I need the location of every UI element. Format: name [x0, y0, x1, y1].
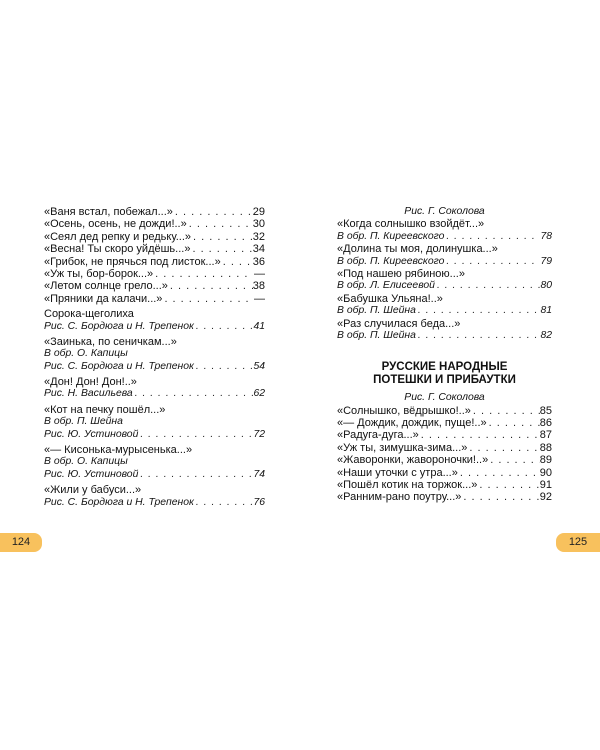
- toc-entry[interactable]: «Радуга-дуга...» . . . 87: [337, 429, 552, 441]
- toc-entry-adaptation[interactable]: В обр. П. Шейна . . . 82: [337, 330, 552, 342]
- toc-entry[interactable]: «Летом солнце грело...» . . . 38: [44, 280, 265, 292]
- section-heading: [337, 361, 552, 386]
- toc-entry-adaptation: В обр. П. Шейна: [44, 416, 123, 428]
- illustrator-credit: Рис. Г. Соколова: [404, 392, 485, 404]
- toc-entry[interactable]: «Уж ты, бор-борок...» . . . —: [44, 268, 265, 280]
- toc-entry-credit[interactable]: Рис. Ю. Устиновой . . . 72: [44, 429, 265, 441]
- toc-entry-adaptation: В обр. О. Капицы: [44, 348, 128, 360]
- right-page-toc: [337, 206, 552, 504]
- toc-entry-title[interactable]: «Заинька, по сеничкам...»: [44, 335, 177, 348]
- toc-entry-title[interactable]: «— Кисонька-мурысенька...»: [44, 444, 193, 457]
- toc-entry[interactable]: «Осень, осень, не дожди!..» . . . 30: [44, 218, 265, 230]
- toc-entry-credit[interactable]: Рис. С. Бордюга и Н. Трепенок . . . 54: [44, 361, 265, 373]
- toc-entry-title[interactable]: «Кот на печку пошёл...»: [44, 403, 166, 416]
- toc-entry-adaptation[interactable]: В обр. Л. Елисеевой . . . 80: [337, 280, 552, 292]
- section-heading-line2: ПОТЕШКИ И ПРИБАУТКИ: [373, 373, 516, 386]
- toc-entry-title[interactable]: «Под нашею рябиною...»: [337, 267, 465, 280]
- toc-entry-credit[interactable]: Рис. С. Бордюга и Н. Трепенок . . . 76: [44, 497, 265, 509]
- page-number-left: 124: [0, 533, 42, 552]
- toc-entry-adaptation[interactable]: В обр. П. Киреевского . . . 78: [337, 231, 552, 243]
- toc-entry-title[interactable]: Сорока-щеголиха: [44, 308, 134, 321]
- toc-entry-credit[interactable]: Рис. С. Бордюга и Н. Трепенок . . . 41: [44, 321, 265, 333]
- illustrator-credit: Рис. Г. Соколова: [404, 206, 485, 217]
- toc-entry[interactable]: «Ваня встал, побежал...» . . . 29: [44, 206, 265, 218]
- page-number-right: 125: [556, 533, 600, 552]
- toc-entry-credit[interactable]: Рис. Н. Васильева . . . 62: [44, 388, 265, 400]
- toc-entry[interactable]: «Весна! Ты скоро уйдёшь...» . . . 34: [44, 243, 265, 255]
- toc-entry[interactable]: «— Дождик, дождик, пуще!..» . . . 86: [337, 417, 552, 429]
- toc-entry-adaptation[interactable]: В обр. П. Шейна . . . 81: [337, 305, 552, 317]
- toc-entry-title[interactable]: «Бабушка Ульяна!..»: [337, 292, 443, 305]
- toc-entry[interactable]: «Сеял дед репку и редьку...» . . . 32: [44, 231, 265, 243]
- toc-entry[interactable]: «Уж ты, зимушка-зима...» . . . 88: [337, 442, 552, 454]
- toc-entry[interactable]: «Наши уточки с утра...» . . . 90: [337, 467, 552, 479]
- toc-entry[interactable]: «Пряники да калачи...» . . . —: [44, 293, 265, 305]
- section-heading-line1: РУССКИЕ НАРОДНЫЕ: [381, 361, 508, 374]
- left-page-toc: [44, 206, 265, 509]
- toc-entry[interactable]: «Пошёл котик на торжок...» . . . 91: [337, 479, 552, 491]
- toc-entry-title[interactable]: «Когда солнышко взойдёт...»: [337, 218, 485, 231]
- toc-entry-credit[interactable]: Рис. Ю. Устиновой . . . 74: [44, 469, 265, 481]
- toc-entry[interactable]: «Грибок, не прячься под листок...» . . . 36: [44, 256, 265, 268]
- toc-entry-title[interactable]: «Раз случилася беда...»: [337, 317, 461, 330]
- toc-entry[interactable]: «Жаворонки, жавороночки!..» . . . 89: [337, 454, 552, 466]
- toc-entry[interactable]: «Солнышко, вёдрышко!..» . . . 85: [337, 405, 552, 417]
- toc-entry[interactable]: «Ранним-рано поутру...» . . . 92: [337, 491, 552, 503]
- toc-entry-title[interactable]: «Долина ты моя, долинушка...»: [337, 243, 498, 256]
- toc-entry-adaptation[interactable]: В обр. П. Киреевского . . . 79: [337, 256, 552, 268]
- toc-entry-adaptation: В обр. О. Капицы: [44, 456, 128, 468]
- toc-entry-title[interactable]: «Жили у бабуси...»: [44, 484, 142, 497]
- toc-entry-title[interactable]: «Дон! Дон! Дон!..»: [44, 376, 137, 389]
